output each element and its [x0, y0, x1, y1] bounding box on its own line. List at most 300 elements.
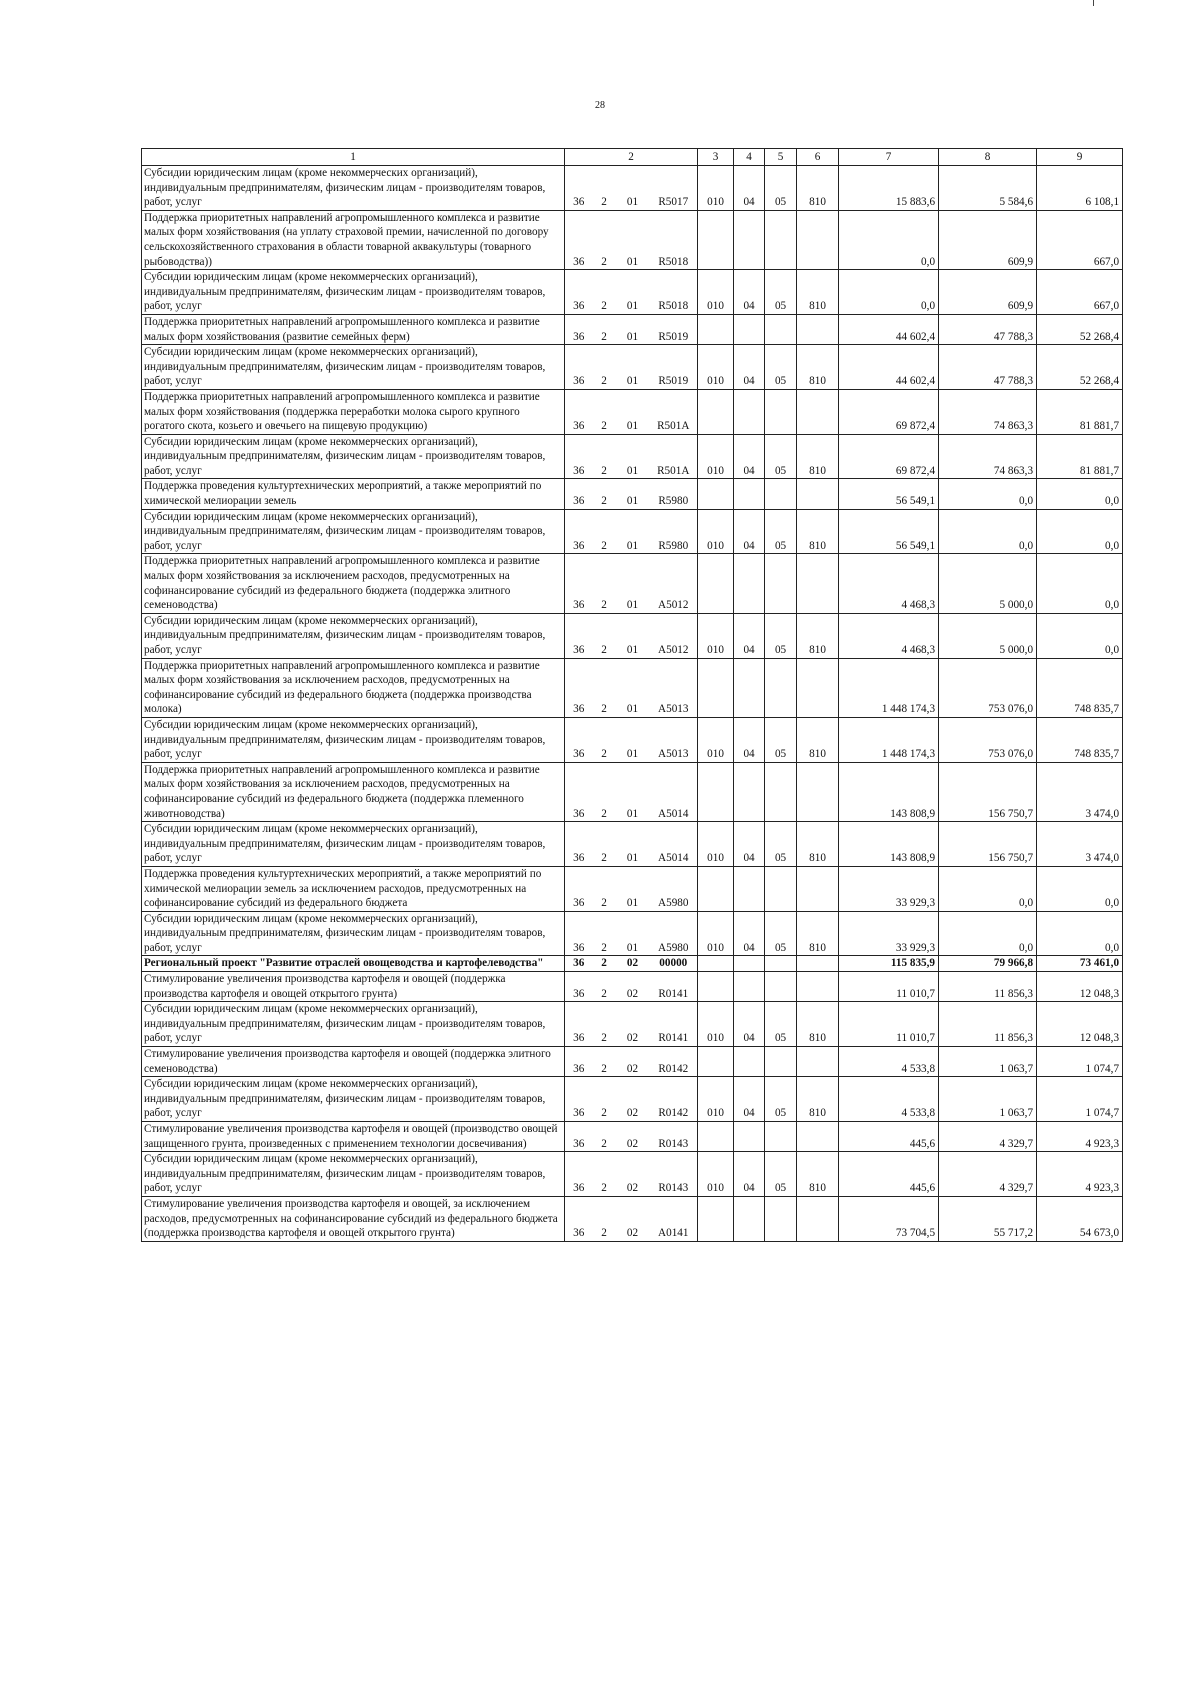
- code-project: 01: [616, 345, 650, 390]
- code-direction: A5013: [650, 658, 698, 717]
- code-subsection: 05: [765, 434, 797, 479]
- amount-col7: 143 808,9: [839, 762, 939, 821]
- code-program: 36: [565, 717, 593, 762]
- code-ministry: [698, 210, 734, 269]
- code-expense-type: [797, 389, 839, 434]
- amount-col7: 11 010,7: [839, 1002, 939, 1047]
- code-subprogram: 2: [593, 479, 616, 509]
- code-subprogram: 2: [593, 762, 616, 821]
- amount-col9: 12 048,3: [1037, 1002, 1123, 1047]
- code-project: 01: [616, 613, 650, 658]
- amount-col8: 5 000,0: [939, 613, 1037, 658]
- amount-col8: 753 076,0: [939, 717, 1037, 762]
- amount-col8: 11 856,3: [939, 1002, 1037, 1047]
- code-subprogram: 2: [593, 509, 616, 554]
- row-name: Стимулирование увеличения производства картофеля и овощей, за исключением расходов, предусмотренных на софинансирование субсидий из федерального бюджета (поддержка производства картофеля и овощей открытого грунта): [142, 1196, 565, 1241]
- code-section: 04: [734, 1152, 765, 1197]
- amount-col7: 11 010,7: [839, 972, 939, 1002]
- code-ministry: [698, 479, 734, 509]
- code-expense-type: 810: [797, 509, 839, 554]
- amount-col7: 44 602,4: [839, 345, 939, 390]
- code-direction: R5018: [650, 270, 698, 315]
- amount-col9: 12 048,3: [1037, 972, 1123, 1002]
- code-subsection: [765, 389, 797, 434]
- table-row: [142, 1077, 1123, 1122]
- code-ministry: 010: [698, 822, 734, 867]
- amount-col9: 52 268,4: [1037, 314, 1123, 344]
- row-name: Субсидии юридическим лицам (кроме некоммерческих организаций), индивидуальным предпринимателям, физическим лицам - производителям товаров, работ, услуг: [142, 509, 565, 554]
- table-row: [142, 554, 1123, 613]
- code-expense-type: 810: [797, 270, 839, 315]
- code-subprogram: 2: [593, 956, 616, 972]
- code-section: [734, 389, 765, 434]
- row-name: Поддержка приоритетных направлений агропромышленного комплекса и развитие малых форм хозяйствования (развитие семейных ферм): [142, 314, 565, 344]
- code-project: 02: [616, 1152, 650, 1197]
- row-name: Поддержка проведения культуртехнических мероприятий, а также мероприятий по химической мелиорации земель за исключением расходов, предусмотренных на софинансирование субсидий из федерального бюджета: [142, 866, 565, 911]
- table-row: [142, 911, 1123, 956]
- code-expense-type: [797, 314, 839, 344]
- code-project: 01: [616, 554, 650, 613]
- row-name: Субсидии юридическим лицам (кроме некоммерческих организаций), индивидуальным предпринимателям, физическим лицам - производителям товаров, работ, услуг: [142, 1077, 565, 1122]
- code-section: [734, 658, 765, 717]
- table-row: [142, 717, 1123, 762]
- amount-col7: 15 883,6: [839, 166, 939, 211]
- code-expense-type: [797, 972, 839, 1002]
- code-program: 36: [565, 509, 593, 554]
- table-row: [142, 1002, 1123, 1047]
- code-project: 02: [616, 956, 650, 972]
- code-ministry: [698, 762, 734, 821]
- table-row: [142, 1047, 1123, 1077]
- code-program: 36: [565, 911, 593, 956]
- code-subsection: [765, 1047, 797, 1077]
- amount-col8: 753 076,0: [939, 658, 1037, 717]
- code-ministry: 010: [698, 509, 734, 554]
- code-program: 36: [565, 210, 593, 269]
- amount-col9: 667,0: [1037, 210, 1123, 269]
- table-row: [142, 210, 1123, 269]
- table-row: [142, 314, 1123, 344]
- code-program: 36: [565, 1196, 593, 1241]
- code-section: 04: [734, 1002, 765, 1047]
- amount-col8: 1 063,7: [939, 1047, 1037, 1077]
- code-expense-type: 810: [797, 822, 839, 867]
- code-ministry: 010: [698, 1152, 734, 1197]
- code-direction: R0142: [650, 1047, 698, 1077]
- amount-col9: 3 474,0: [1037, 822, 1123, 867]
- row-name: Поддержка приоритетных направлений агропромышленного комплекса и развитие малых форм хозяйствования за исключением расходов, предусмотренных на софинансирование субсидий из федерального бюджета (поддержка племенного животноводства): [142, 762, 565, 821]
- code-program: 36: [565, 822, 593, 867]
- code-section: 04: [734, 509, 765, 554]
- amount-col7: 0,0: [839, 270, 939, 315]
- amount-col8: 74 863,3: [939, 434, 1037, 479]
- table-row: [142, 1152, 1123, 1197]
- amount-col8: 156 750,7: [939, 762, 1037, 821]
- code-program: 36: [565, 866, 593, 911]
- amount-col8: 0,0: [939, 479, 1037, 509]
- amount-col9: 1 074,7: [1037, 1047, 1123, 1077]
- table-row: [142, 434, 1123, 479]
- code-subsection: 05: [765, 270, 797, 315]
- code-section: 04: [734, 166, 765, 211]
- code-direction: A5012: [650, 613, 698, 658]
- code-program: 36: [565, 1002, 593, 1047]
- amount-col7: 115 835,9: [839, 956, 939, 972]
- code-subsection: 05: [765, 911, 797, 956]
- amount-col9: 0,0: [1037, 479, 1123, 509]
- page-edge-mark: [1093, 0, 1094, 6]
- code-expense-type: [797, 1122, 839, 1152]
- amount-col7: 69 872,4: [839, 434, 939, 479]
- column-header: 1: [142, 149, 565, 166]
- row-name: Поддержка приоритетных направлений агропромышленного комплекса и развитие малых форм хозяйствования за исключением расходов, предусмотренных на софинансирование субсидий из федерального бюджета (поддержка производства молока): [142, 658, 565, 717]
- code-subprogram: 2: [593, 314, 616, 344]
- code-section: 04: [734, 822, 765, 867]
- table-row: [142, 345, 1123, 390]
- code-ministry: 010: [698, 1002, 734, 1047]
- code-ministry: 010: [698, 613, 734, 658]
- amount-col9: 0,0: [1037, 911, 1123, 956]
- code-project: 02: [616, 972, 650, 1002]
- code-section: [734, 1122, 765, 1152]
- amount-col7: 56 549,1: [839, 509, 939, 554]
- table-row: [142, 658, 1123, 717]
- code-subprogram: 2: [593, 1196, 616, 1241]
- column-header: 9: [1037, 149, 1123, 166]
- amount-col8: 79 966,8: [939, 956, 1037, 972]
- table-row: [142, 1122, 1123, 1152]
- code-expense-type: [797, 762, 839, 821]
- table-row: [142, 866, 1123, 911]
- amount-col8: 5 584,6: [939, 166, 1037, 211]
- code-subprogram: 2: [593, 613, 616, 658]
- code-subsection: 05: [765, 822, 797, 867]
- code-expense-type: 810: [797, 1152, 839, 1197]
- code-program: 36: [565, 762, 593, 821]
- row-name: Субсидии юридическим лицам (кроме некоммерческих организаций), индивидуальным предпринимателям, физическим лицам - производителям товаров, работ, услуг: [142, 1152, 565, 1197]
- table-body: [142, 166, 1123, 1242]
- code-program: 36: [565, 658, 593, 717]
- table-row: [142, 1196, 1123, 1241]
- code-program: 36: [565, 434, 593, 479]
- code-expense-type: [797, 866, 839, 911]
- table-row: [142, 762, 1123, 821]
- code-project: 01: [616, 166, 650, 211]
- code-subprogram: 2: [593, 1077, 616, 1122]
- code-section: 04: [734, 1077, 765, 1122]
- code-section: 04: [734, 434, 765, 479]
- code-expense-type: [797, 554, 839, 613]
- row-name: Поддержка приоритетных направлений агропромышленного комплекса и развитие малых форм хозяйствования (поддержка переработки молока сырого крупного рогатого скота, козьего и овечьего на пищевую продукцию): [142, 389, 565, 434]
- code-project: 02: [616, 1077, 650, 1122]
- code-subsection: 05: [765, 613, 797, 658]
- code-subsection: 05: [765, 345, 797, 390]
- column-header: 4: [734, 149, 765, 166]
- code-subsection: [765, 210, 797, 269]
- code-ministry: [698, 972, 734, 1002]
- code-subprogram: 2: [593, 345, 616, 390]
- code-subprogram: 2: [593, 270, 616, 315]
- code-program: 36: [565, 1122, 593, 1152]
- code-ministry: [698, 1122, 734, 1152]
- code-section: [734, 210, 765, 269]
- code-subprogram: 2: [593, 866, 616, 911]
- table-row: [142, 270, 1123, 315]
- code-subprogram: 2: [593, 434, 616, 479]
- amount-col7: 4 468,3: [839, 613, 939, 658]
- code-section: [734, 956, 765, 972]
- code-project: 01: [616, 911, 650, 956]
- code-subprogram: 2: [593, 911, 616, 956]
- amount-col9: 81 881,7: [1037, 389, 1123, 434]
- column-header: 6: [797, 149, 839, 166]
- table-row: [142, 972, 1123, 1002]
- code-project: 01: [616, 509, 650, 554]
- code-subsection: 05: [765, 509, 797, 554]
- code-direction: A5012: [650, 554, 698, 613]
- column-number-row: [142, 149, 1123, 166]
- table-row: [142, 389, 1123, 434]
- code-expense-type: [797, 1047, 839, 1077]
- code-program: 36: [565, 166, 593, 211]
- code-section: [734, 1047, 765, 1077]
- table-row: [142, 613, 1123, 658]
- code-direction: R5018: [650, 210, 698, 269]
- row-name: Субсидии юридическим лицам (кроме некоммерческих организаций), индивидуальным предпринимателям, физическим лицам - производителям товаров, работ, услуг: [142, 166, 565, 211]
- code-expense-type: 810: [797, 911, 839, 956]
- code-expense-type: 810: [797, 166, 839, 211]
- amount-col8: 156 750,7: [939, 822, 1037, 867]
- amount-col7: 445,6: [839, 1152, 939, 1197]
- code-direction: R5980: [650, 509, 698, 554]
- amount-col7: 143 808,9: [839, 822, 939, 867]
- amount-col8: 5 000,0: [939, 554, 1037, 613]
- code-subsection: 05: [765, 717, 797, 762]
- code-direction: R501A: [650, 389, 698, 434]
- code-expense-type: 810: [797, 434, 839, 479]
- code-section: 04: [734, 911, 765, 956]
- code-direction: A5980: [650, 911, 698, 956]
- code-expense-type: 810: [797, 345, 839, 390]
- amount-col7: 56 549,1: [839, 479, 939, 509]
- code-subsection: 05: [765, 1152, 797, 1197]
- amount-col9: 3 474,0: [1037, 762, 1123, 821]
- code-expense-type: [797, 210, 839, 269]
- amount-col8: 609,9: [939, 210, 1037, 269]
- row-name: Субсидии юридическим лицам (кроме некоммерческих организаций), индивидуальным предпринимателям, физическим лицам - производителям товаров, работ, услуг: [142, 717, 565, 762]
- amount-col9: 52 268,4: [1037, 345, 1123, 390]
- amount-col9: 81 881,7: [1037, 434, 1123, 479]
- code-ministry: 010: [698, 166, 734, 211]
- amount-col7: 4 533,8: [839, 1047, 939, 1077]
- amount-col9: 748 835,7: [1037, 658, 1123, 717]
- code-program: 36: [565, 1047, 593, 1077]
- code-ministry: [698, 866, 734, 911]
- amount-col9: 4 923,3: [1037, 1152, 1123, 1197]
- code-subprogram: 2: [593, 1002, 616, 1047]
- amount-col7: 4 533,8: [839, 1077, 939, 1122]
- code-project: 01: [616, 479, 650, 509]
- code-project: 01: [616, 822, 650, 867]
- amount-col7: 69 872,4: [839, 389, 939, 434]
- code-project: 01: [616, 866, 650, 911]
- code-subsection: 05: [765, 166, 797, 211]
- row-name: Поддержка приоритетных направлений агропромышленного комплекса и развитие малых форм хозяйствования за исключением расходов, предусмотренных на софинансирование субсидий из федерального бюджета (поддержка элитного семеноводства): [142, 554, 565, 613]
- code-subsection: [765, 554, 797, 613]
- row-name: Субсидии юридическим лицам (кроме некоммерческих организаций), индивидуальным предпринимателям, физическим лицам - производителям товаров, работ, услуг: [142, 613, 565, 658]
- column-header: 8: [939, 149, 1037, 166]
- budget-table: [141, 148, 1123, 1242]
- code-expense-type: [797, 479, 839, 509]
- code-ministry: 010: [698, 434, 734, 479]
- code-expense-type: [797, 956, 839, 972]
- code-direction: A0141: [650, 1196, 698, 1241]
- code-expense-type: 810: [797, 1077, 839, 1122]
- amount-col7: 73 704,5: [839, 1196, 939, 1241]
- code-program: 36: [565, 270, 593, 315]
- page-number: 28: [595, 100, 605, 111]
- column-header: 7: [839, 149, 939, 166]
- amount-col7: 0,0: [839, 210, 939, 269]
- code-ministry: [698, 1196, 734, 1241]
- code-direction: A5013: [650, 717, 698, 762]
- amount-col8: 4 329,7: [939, 1152, 1037, 1197]
- row-name: Стимулирование увеличения производства картофеля и овощей (производство овощей защищенного грунта, произведенных с применением технологии досвечивания): [142, 1122, 565, 1152]
- row-name: Стимулирование увеличения производства картофеля и овощей (поддержка производства картофеля и овощей открытого грунта): [142, 972, 565, 1002]
- row-name: Субсидии юридическим лицам (кроме некоммерческих организаций), индивидуальным предпринимателям, физическим лицам - производителям товаров, работ, услуг: [142, 822, 565, 867]
- code-direction: A5980: [650, 866, 698, 911]
- code-project: 01: [616, 270, 650, 315]
- code-ministry: [698, 956, 734, 972]
- amount-col8: 74 863,3: [939, 389, 1037, 434]
- code-direction: R0141: [650, 972, 698, 1002]
- amount-col8: 1 063,7: [939, 1077, 1037, 1122]
- amount-col9: 6 108,1: [1037, 166, 1123, 211]
- code-expense-type: 810: [797, 613, 839, 658]
- row-name: Субсидии юридическим лицам (кроме некоммерческих организаций), индивидуальным предпринимателям, физическим лицам - производителям товаров, работ, услуг: [142, 345, 565, 390]
- code-project: 01: [616, 434, 650, 479]
- code-program: 36: [565, 1077, 593, 1122]
- amount-col9: 0,0: [1037, 554, 1123, 613]
- code-ministry: 010: [698, 911, 734, 956]
- table-row: [142, 822, 1123, 867]
- code-ministry: 010: [698, 717, 734, 762]
- amount-col8: 47 788,3: [939, 345, 1037, 390]
- amount-col8: 47 788,3: [939, 314, 1037, 344]
- code-direction: R5017: [650, 166, 698, 211]
- amount-col7: 1 448 174,3: [839, 717, 939, 762]
- code-project: 02: [616, 1196, 650, 1241]
- code-program: 36: [565, 613, 593, 658]
- code-section: [734, 972, 765, 1002]
- column-header: 3: [698, 149, 734, 166]
- code-direction: R5019: [650, 314, 698, 344]
- code-ministry: 010: [698, 270, 734, 315]
- table-row: [142, 956, 1123, 972]
- code-project: 01: [616, 717, 650, 762]
- row-name: Субсидии юридическим лицам (кроме некоммерческих организаций), индивидуальным предпринимателям, физическим лицам - производителям товаров, работ, услуг: [142, 434, 565, 479]
- amount-col9: 54 673,0: [1037, 1196, 1123, 1241]
- code-subsection: 05: [765, 1002, 797, 1047]
- code-direction: 00000: [650, 956, 698, 972]
- code-program: 36: [565, 972, 593, 1002]
- code-program: 36: [565, 956, 593, 972]
- code-ministry: [698, 554, 734, 613]
- column-header: 5: [765, 149, 797, 166]
- code-subsection: [765, 658, 797, 717]
- code-program: 36: [565, 345, 593, 390]
- code-subsection: [765, 314, 797, 344]
- code-subprogram: 2: [593, 658, 616, 717]
- amount-col8: 0,0: [939, 866, 1037, 911]
- row-name: Региональный проект "Развитие отраслей овощеводства и картофелеводства": [142, 956, 565, 972]
- code-project: 01: [616, 762, 650, 821]
- amount-col7: 445,6: [839, 1122, 939, 1152]
- amount-col7: 1 448 174,3: [839, 658, 939, 717]
- row-name: Поддержка приоритетных направлений агропромышленного комплекса и развитие малых форм хозяйствования (на уплату страховой премии, начисленной по договору сельскохозяйственного страхования в области товарной аквакультуры (товарного рыбоводства)): [142, 210, 565, 269]
- amount-col9: 667,0: [1037, 270, 1123, 315]
- amount-col9: 0,0: [1037, 509, 1123, 554]
- code-program: 36: [565, 1152, 593, 1197]
- table-row: [142, 166, 1123, 211]
- table-row: [142, 479, 1123, 509]
- code-direction: R5019: [650, 345, 698, 390]
- table-row: [142, 509, 1123, 554]
- amount-col9: 0,0: [1037, 866, 1123, 911]
- code-subprogram: 2: [593, 822, 616, 867]
- row-name: Стимулирование увеличения производства картофеля и овощей (поддержка элитного семеноводства): [142, 1047, 565, 1077]
- amount-col8: 609,9: [939, 270, 1037, 315]
- code-expense-type: 810: [797, 717, 839, 762]
- code-project: 01: [616, 210, 650, 269]
- row-name: Субсидии юридическим лицам (кроме некоммерческих организаций), индивидуальным предпринимателям, физическим лицам - производителям товаров, работ, услуг: [142, 270, 565, 315]
- code-project: 01: [616, 314, 650, 344]
- code-expense-type: [797, 658, 839, 717]
- code-subsection: [765, 1196, 797, 1241]
- amount-col7: 44 602,4: [839, 314, 939, 344]
- code-ministry: [698, 389, 734, 434]
- amount-col7: 33 929,3: [839, 911, 939, 956]
- amount-col9: 4 923,3: [1037, 1122, 1123, 1152]
- amount-col8: 55 717,2: [939, 1196, 1037, 1241]
- code-subsection: [765, 972, 797, 1002]
- amount-col7: 33 929,3: [839, 866, 939, 911]
- code-subsection: [765, 956, 797, 972]
- code-ministry: [698, 314, 734, 344]
- column-header: 2: [565, 149, 698, 166]
- code-direction: A5014: [650, 822, 698, 867]
- code-program: 36: [565, 389, 593, 434]
- code-direction: R0143: [650, 1122, 698, 1152]
- code-subsection: [765, 479, 797, 509]
- code-direction: R0142: [650, 1077, 698, 1122]
- code-program: 36: [565, 554, 593, 613]
- code-project: 02: [616, 1122, 650, 1152]
- code-project: 02: [616, 1002, 650, 1047]
- code-expense-type: 810: [797, 1002, 839, 1047]
- code-direction: R5980: [650, 479, 698, 509]
- code-project: 01: [616, 658, 650, 717]
- code-direction: A5014: [650, 762, 698, 821]
- code-subsection: [765, 866, 797, 911]
- amount-col9: 1 074,7: [1037, 1077, 1123, 1122]
- code-ministry: 010: [698, 1077, 734, 1122]
- code-subprogram: 2: [593, 972, 616, 1002]
- code-subprogram: 2: [593, 1047, 616, 1077]
- code-subprogram: 2: [593, 717, 616, 762]
- amount-col9: 0,0: [1037, 613, 1123, 658]
- row-name: Субсидии юридическим лицам (кроме некоммерческих организаций), индивидуальным предпринимателям, физическим лицам - производителям товаров, работ, услуг: [142, 911, 565, 956]
